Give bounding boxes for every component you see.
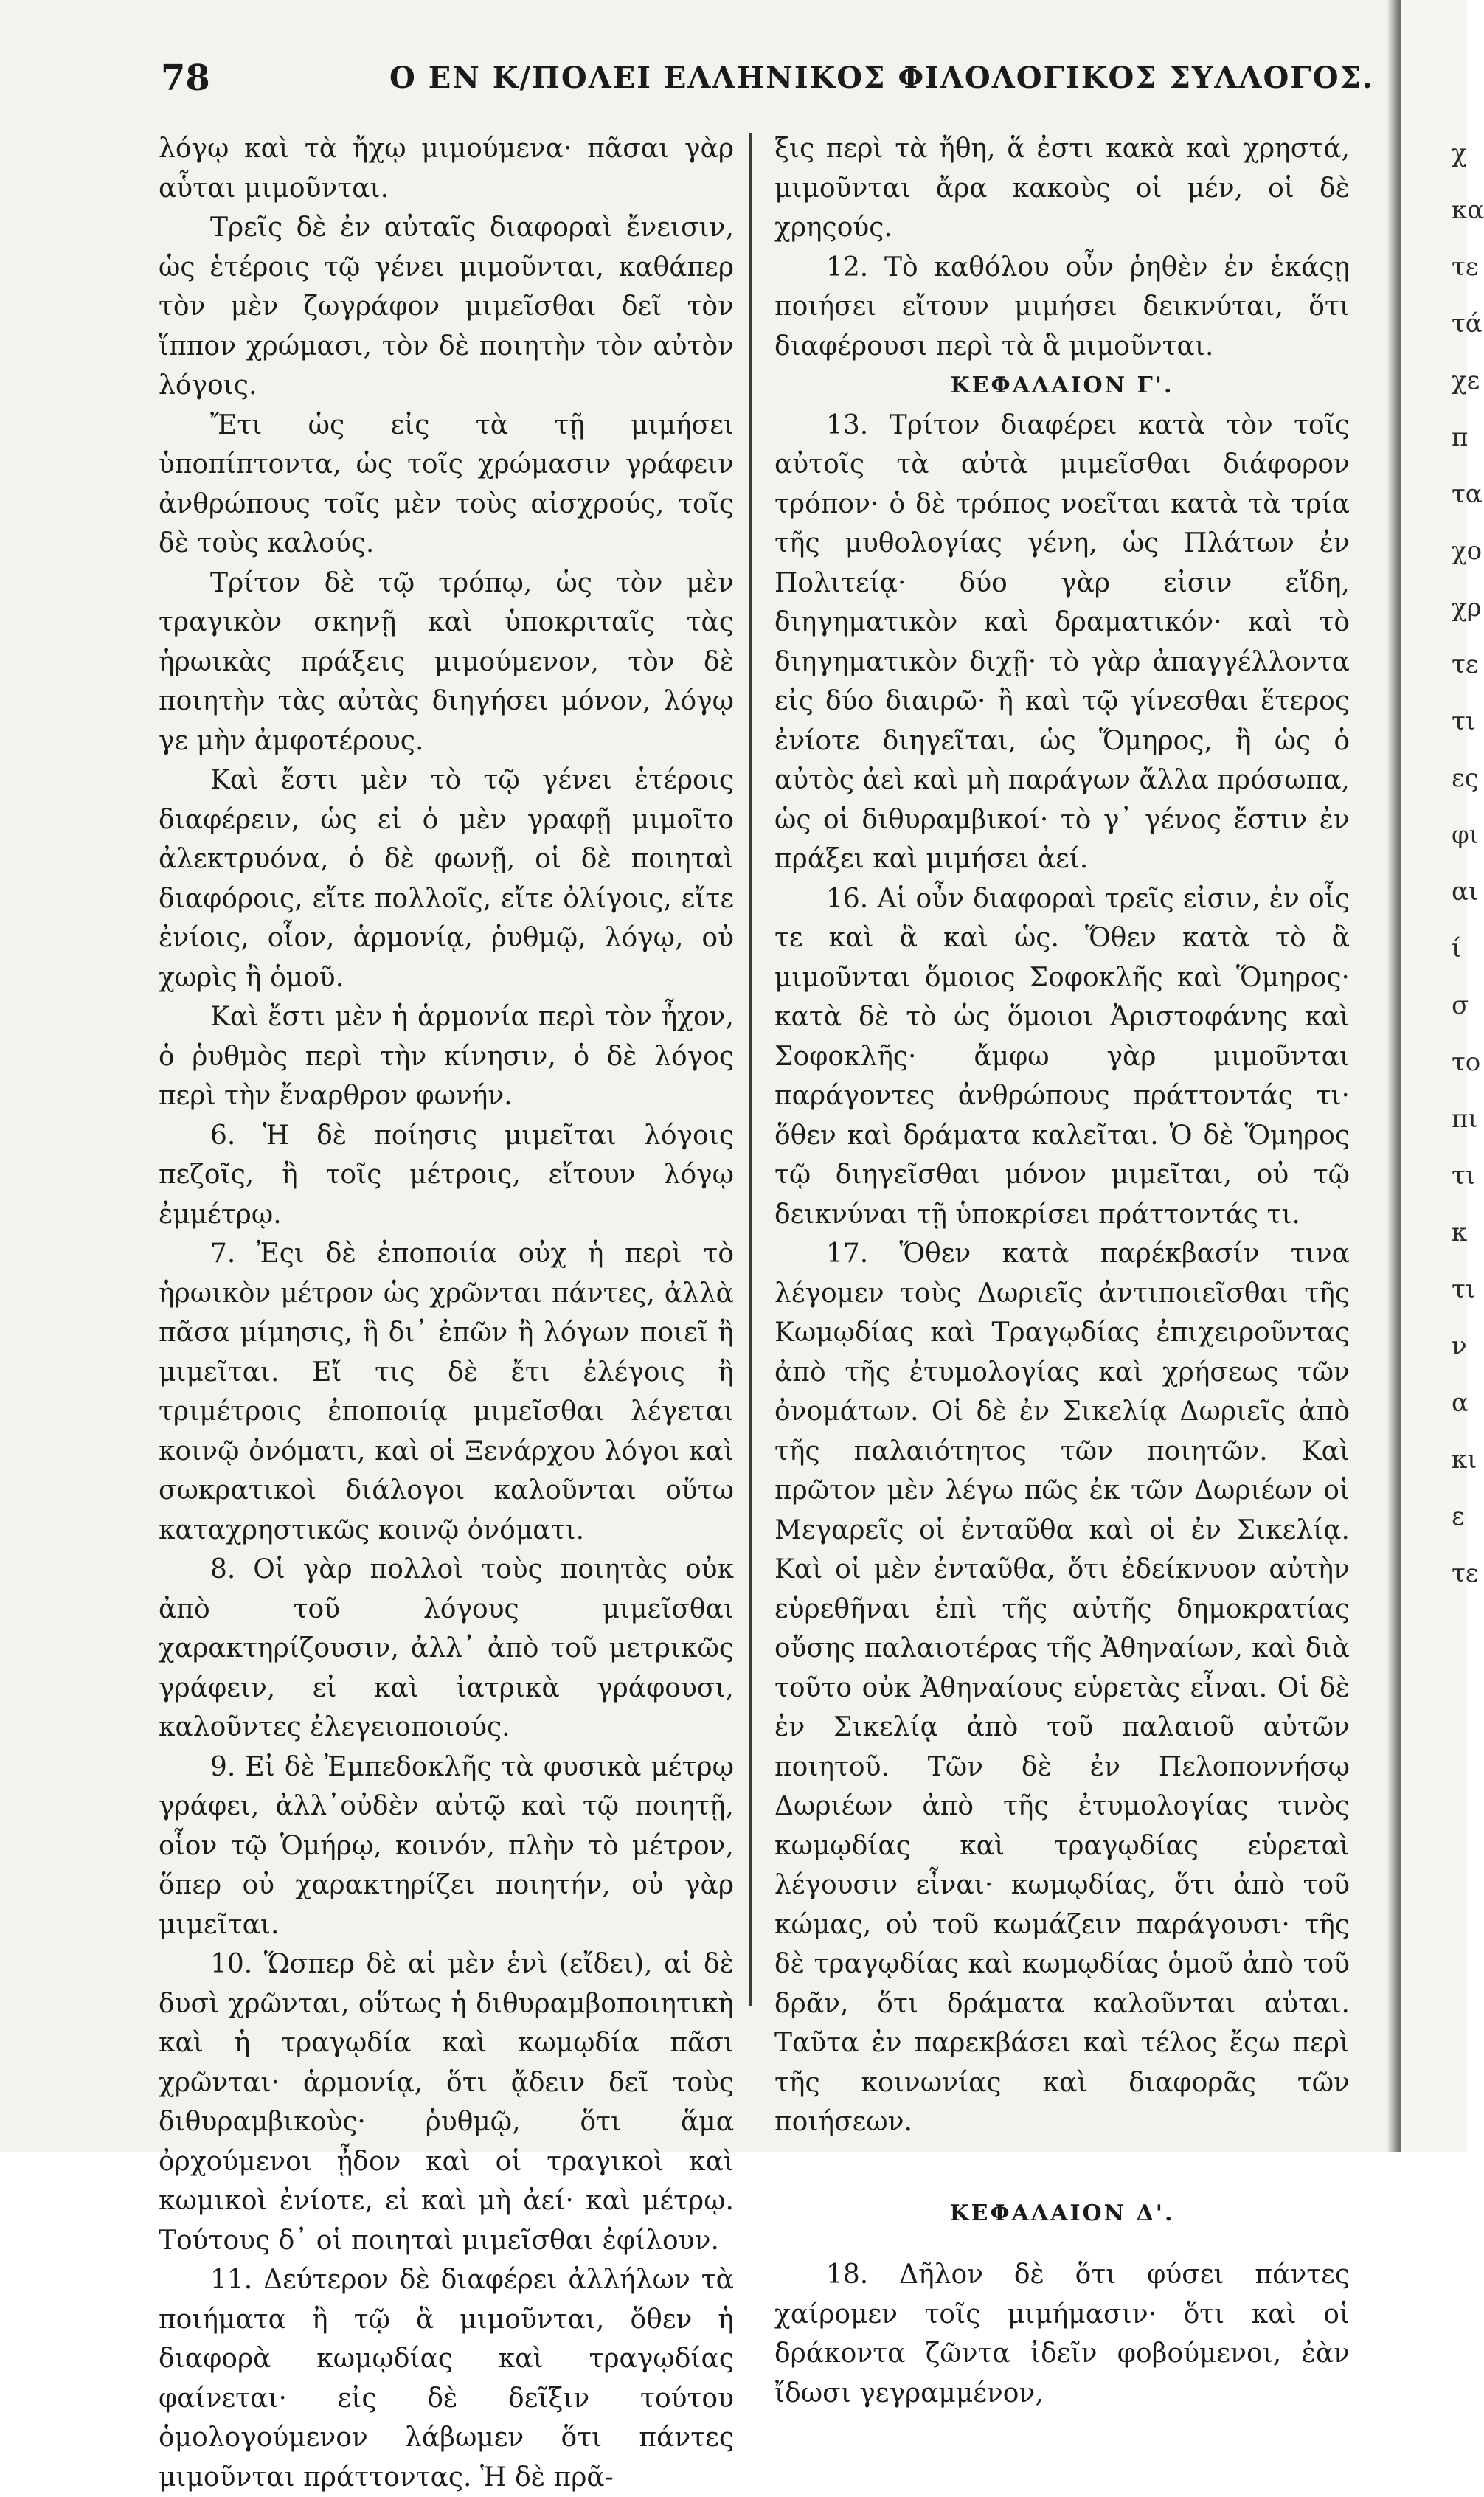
paragraph: Καὶ ἔστι μὲν ἡ ἁρμονία περὶ τὸν ἦχον, ὁ ῥυθμὸς περὶ τὴν κίνησιν, ὁ δὲ λόγος περὶ τὴν ἔναρθρον φωνήν.	[159, 1002, 734, 1111]
paragraph: 9. Εἰ δὲ Ἐμπεδοκλῆς τὰ φυσικὰ μέτρῳ γράφει, ἀλλ᾽οὐδὲν αὐτῷ καὶ τῷ ποιητῇ, οἷον τῷ Ὁμήρῳ, κοινόν, πλὴν τὸ μέτρον, ὅπερ οὐ χαρακτηρίζει ποιητήν, οὐ γὰρ μιμεῖται.	[159, 1751, 734, 1940]
facing-page-fragment: τά	[1452, 309, 1483, 339]
facing-page-fragment: πι	[1452, 1104, 1478, 1134]
paragraph: Ἔτι ὡς εἰς τὰ τῇ μιμήσει ὑποπίπτοντα, ὡς τοῖς χρώμασιν γράφειν ἀνθρώπους τοῖς μὲν τοὺς αἰσχρούς, τοῖς δὲ τοὺς καλούς.	[159, 409, 734, 558]
paragraph: 6. Ἡ δὲ ποίησις μιμεῖται λόγοις πεζοῖς, ἢ τοῖς μέτροις, εἴτουν λόγῳ ἐμμέτρῳ.	[159, 1120, 734, 1230]
facing-page-fragment: κ	[1452, 1218, 1468, 1247]
paragraph: ξις περὶ τὰ ἤθη, ἅ ἐστι κακὰ καὶ χρηστά, μιμοῦνται ἄρα κακοὺς οἱ μέν, οἱ δὲ χρηςούς.	[774, 134, 1350, 243]
facing-page-fragment: φι	[1452, 820, 1480, 850]
facing-page-fragment: χο	[1452, 536, 1483, 566]
facing-page-fragment: τι	[1452, 707, 1476, 736]
paragraph: 13. Τρίτον διαφέρει κατὰ τὸν τοῖς αὐτοῖς τὰ αὐτὰ μιμεῖσθαι διάφορον τρόπον· ὁ δὲ τρόπος νοεῖται κατὰ τὰ τρία τῆς μυθολογίας γένη, ὡς Πλάτων ἐν Πολιτείᾳ· δύο γὰρ εἰσιν εἴδη, διηγηματικὸν καὶ δραματικόν· καὶ τὸ διηγηματικὸν διχῇ· τὸ γὰρ ἀπαγγέλλοντα εἰς δύο διαιρῶ· ἢ καὶ τῷ γίνεσθαι ἕτερος ἐνίοτε διηγεῖται, ὡς Ὅμηρος, ἢ ὡς ὁ αὐτὸς ἀεὶ καὶ μὴ παράγων ἄλλα πρόσωπα, ὡς οἱ διθυραμβικοί· τὸ γ᾽ γένος ἔστιν ἐν πράξει καὶ μιμήσει ἀεί.	[774, 409, 1350, 874]
facing-page-fragment: το	[1452, 1047, 1481, 1077]
paragraph: λόγῳ καὶ τὰ ἤχῳ μιμούμενα· πᾶσαι γὰρ αὗται μιμοῦνται.	[159, 134, 734, 204]
facing-page-fragment: τι	[1452, 1161, 1476, 1191]
paragraph: 10. Ὥσπερ δὲ αἱ μὲν ἑνὶ (εἴδει), αἱ δὲ δυσὶ χρῶνται, οὕτως ἡ διθυραμβοποιητικὴ καὶ ἡ τραγῳδία καὶ κωμῳδία πᾶσι χρῶνται· ἁρμονίᾳ, ὅτι ᾄδειν δεῖ τοὺς διθυραμβικοὺς· ῥυθμῷ, ὅτι ἅμα ὀρχούμενοι ᾖδον καὶ οἱ τραγικοὶ καὶ κωμικοὶ ἐνίοτε, εἰ καὶ μὴ ἀεί· καὶ μέτρῳ. Τούτους δ᾽ οἱ ποιηταὶ μιμεῖσθαι ἐφίλουν.	[159, 1949, 734, 2256]
facing-page-fragment: τι	[1452, 1275, 1476, 1304]
facing-page-fragment: κι	[1452, 1445, 1477, 1475]
paragraph: Τρίτον δὲ τῷ τρόπῳ, ὡς τὸν μὲν τραγικὸν σκηνῇ καὶ ὑποκριταῖς τὰς ἡρωικὰς πράξεις μιμούμενον, τὸν δὲ ποιητὴν τὰς αὐτὰς διηγήσει μόνον, λόγῳ γε μὴν ἀμφοτέρους.	[159, 567, 734, 756]
facing-page-fragments	[1452, 125, 1484, 1602]
facing-page-fragment: α	[1452, 1388, 1469, 1418]
paragraph: 8. Οἱ γὰρ πολλοὶ τοὺς ποιητὰς οὐκ ἀπὸ τοῦ λόγους μιμεῖσθαι χαρακτηρίζουσιν, ἀλλ᾽ ἀπὸ τοῦ μετρικῶς γράφειν, εἰ καὶ ἰατρικὰ γράφουσι, καλοῦντες ἐλεγειοποιούς.	[159, 1554, 734, 1742]
facing-page-fragment: ε	[1452, 1502, 1465, 1531]
facing-page-fragment: τα	[1452, 479, 1483, 509]
page-number: 78	[161, 58, 210, 99]
facing-page-fragment: σ	[1452, 991, 1469, 1020]
facing-page-fragment: χε	[1452, 366, 1480, 395]
facing-page-fragment: π	[1452, 423, 1469, 452]
paragraph: 7. Ἐςι δὲ ἐποποιία οὐχ ἡ περὶ τὸ ἡρωικὸν μέτρον ὡς χρῶνται πάντες, ἀλλὰ πᾶσα μίμησις, ἣ δι᾽ ἐπῶν ἢ λόγων ποιεῖ ἢ μιμεῖται. Εἴ τις δὲ ἔτι ἐλέγοις ἢ τριμέτροις ἐποποιίᾳ μιμεῖσθαι λέγεται κοινῷ ὀνόματι, καὶ οἱ Ξενάρχου λόγοι καὶ σωκρατικοὶ διάλογοι καλοῦνται οὕτω καταχρηστικῶς κοινῷ ὀνόματι.	[159, 1239, 734, 1545]
facing-page-fragment: τε	[1452, 252, 1479, 282]
running-title: Ο ΕΝ Κ/ΠΟΛΕΙ ΕΛΛΗΝΙΚΟΣ ΦΙΛΟΛΟΓΙΚΟΣ ΣΥΛΛΟΓΟΣ.	[389, 60, 1374, 95]
facing-page-fragment: κα	[1452, 195, 1484, 225]
facing-page-fragment: χρ	[1452, 593, 1482, 623]
facing-page-fragment: χ	[1452, 139, 1467, 168]
facing-page-fragment: ί	[1452, 934, 1462, 963]
left-column	[159, 129, 734, 2497]
chapter-heading: ΚΕΦΑΛΑΙΟΝ Δ'.	[949, 2200, 1175, 2226]
chapter-heading: ΚΕΦΑΛΑΙΟΝ Γ'.	[950, 373, 1174, 398]
facing-page-fragment: ν	[1452, 1331, 1467, 1361]
paragraph: 11. Δεύτερον δὲ διαφέρει ἀλλήλων τὰ ποιήματα ἢ τῷ ἃ μιμοῦνται, ὅθεν ἡ διαφορὰ κωμῳδίας καὶ τραγῳδίας φαίνεται· εἰς δὲ δεῖξιν τούτου ὁμολογούμενον λάβωμεν ὅτι πάντες μιμοῦνται πράττοντας. Ἡ δὲ πρᾶ-	[159, 2265, 734, 2493]
column-divider	[749, 133, 752, 2006]
paragraph: 12. Τὸ καθόλου οὖν ῥηθὲν ἐν ἑκάςῃ ποιήσει εἴτουν μιμήσει δεικνύται, ὅτι διαφέρουσι περὶ τὰ ἃ μιμοῦνται.	[774, 252, 1350, 361]
paragraph: Τρεῖς δὲ ἐν αὐταῖς διαφοραὶ ἔνεισιν, ὡς ἑτέροις τῷ γένει μιμοῦνται, καθάπερ τὸν μὲν ζωγράφον μιμεῖσθαι δεῖ τὸν ἵππον χρώμασι, τὸν δὲ ποιητὴν τὸν αὐτὸν λόγοις.	[159, 212, 734, 401]
facing-page-fragment: ες	[1452, 763, 1479, 793]
page-header	[161, 58, 1374, 109]
paragraph: 17. Ὅθεν κατὰ παρέκβασίν τινα λέγομεν τοὺς Δωριεῖς ἀντιποιεῖσθαι τῆς Κωμῳδίας καὶ Τραγῳδίας ἐπιχειροῦντας ἀπὸ τῆς ἐτυμολογίας καὶ χρήσεως τῶν ὀνομάτων. Οἱ δὲ ἐν Σικελίᾳ Δωριεῖς ἀπὸ τῆς παλαιότητος τῶν ποιητῶν. Καὶ πρῶτον μὲν λέγω πῶς ἐκ τῶν Δωριέων οἱ Μεγαρεῖς οἱ ἐνταῦθα καὶ οἱ ἐν Σικελίᾳ. Καὶ οἱ μὲν ἐνταῦθα, ὅτι ἐδείκνυον αὐτὴν εὑρεθῆναι ἐπὶ τῆς αὐτῆς δημοκρατίας οὔσης παλαιοτέρας τῆς Ἀθηναίων, καὶ διὰ τοῦτο οὐκ Ἀθηναίους εὑρετὰς εἶναι. Οἱ δὲ ἐν Σικελίᾳ ἀπὸ τοῦ παλαιοῦ αὐτῶν ποιητοῦ. Τῶν δὲ ἐν Πελοποννήσῳ Δωριέων ἀπὸ τῆς ἐτυμολογίας τινὸς κωμῳδίας καὶ τραγῳδίας εὑρεταὶ λέγουσιν εἶναι· κωμῳδίας, ὅτι ἀπὸ τοῦ κώμας, οὐ τοῦ κωμάζειν παράγουσι· τῆς δὲ τραγῳδίας καὶ κωμῳδίας ὁμοῦ ἀπὸ τοῦ δρᾶν, ὅτι δράματα καλοῦνται αὐται. Ταῦτα ἐν παρεκβάσει καὶ τέλος ἔςω περὶ τῆς κοινωνίας καὶ διαφορᾶς τῶν ποιήσεων.	[774, 1239, 1350, 2137]
facing-page-fragment: τε	[1452, 1559, 1479, 1588]
right-column	[774, 129, 1350, 2413]
facing-page-fragment: τε	[1452, 650, 1479, 679]
paragraph: 16. Αἱ οὖν διαφοραὶ τρεῖς εἰσιν, ἐν οἷς τε καὶ ἃ καὶ ὡς. Ὅθεν κατὰ τὸ ἃ μιμοῦνται ὅμοιος Σοφοκλῆς καὶ Ὅμηρος· κατὰ δὲ τὸ ὡς ὅμοιοι Ἀριστοφάνης καὶ Σοφοκλῆς· ἄμφω γὰρ μιμοῦνται παράγοντες ἀνθρώπους πράττοντάς τι· ὅθεν καὶ δράματα καλεῖται. Ὁ δὲ Ὅμηρος τῷ διηγεῖσθαι μόνον μιμεῖται, οὐ τῷ δεικνύναι τῇ ὑποκρίσει πράττοντάς τι.	[774, 883, 1350, 1230]
facing-page-fragment: αι	[1452, 877, 1479, 907]
paragraph: Καὶ ἔστι μὲν τὸ τῷ γένει ἑτέροις διαφέρειν, ὡς εἰ ὁ μὲν γραφῇ μιμοῖτο ἀλεκτρυόνα, ὁ δὲ φωνῇ, οἱ δὲ ποιηταὶ διαφόροις, εἴτε πολλοῖς, εἴτε ὀλίγοις, εἴτε ἐνίοις, οἷον, ἁρμονίᾳ, ῥυθμῷ, λόγῳ, οὐ χωρὶς ἢ ὁμοῦ.	[159, 765, 734, 993]
paragraph: 18. Δῆλον δὲ ὅτι φύσει πάντες χαίρομεν τοῖς μιμήμασιν· ὅτι καὶ οἱ δράκοντα ζῶντα ἰδεῖν φοβούμενοι, ἐὰν ἴδωσι γεγραμμένον,	[774, 2259, 1350, 2408]
